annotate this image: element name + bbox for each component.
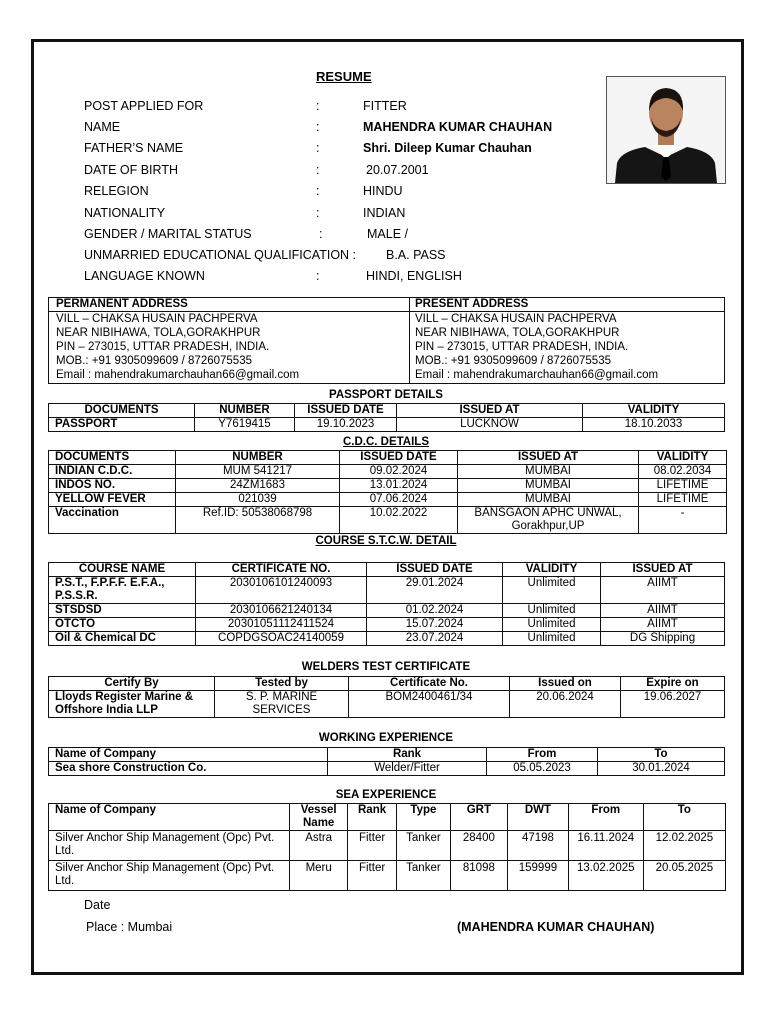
cdc-cell: - <box>639 507 727 534</box>
stcw-header-row <box>49 563 725 577</box>
cdc-cell: INDOS NO. <box>49 479 176 493</box>
cdc-cell: LIFETIME <box>639 479 727 493</box>
stcw-cell: Unlimited <box>503 577 601 604</box>
cdc-cell: LIFETIME <box>639 493 727 507</box>
personal-colon: : <box>316 206 320 220</box>
present-address-line: VILL – CHAKSA HUSAIN PACHPERVA <box>415 313 617 325</box>
cdc-header-cell: NUMBER <box>176 451 340 465</box>
sea-cell: Silver Anchor Ship Management (Opc) Pvt. Ltd. <box>49 861 290 891</box>
sea-cell: Tanker <box>397 861 450 891</box>
cdc-cell: Ref.ID: 50538068798 <box>176 507 340 534</box>
cdc-header-cell: ISSUED AT <box>458 451 639 465</box>
stcw-cell: 15.07.2024 <box>367 618 503 632</box>
work-cell: 05.05.2023 <box>487 762 598 776</box>
personal-label: POST APPLIED FOR <box>84 99 204 113</box>
passport-cell: PASSPORT <box>49 418 195 432</box>
stcw-row <box>49 604 725 618</box>
welders-cell: 20.06.2024 <box>510 691 621 718</box>
stcw-cell: 29.01.2024 <box>367 577 503 604</box>
personal-label: FATHER’S NAME <box>84 141 184 155</box>
personal-value: B.A. PASS <box>386 248 446 262</box>
sea-header-row <box>49 804 726 831</box>
personal-value: HINDI, ENGLISH <box>366 269 462 283</box>
passport-header-cell: ISSUED AT <box>397 404 583 418</box>
stcw-header-cell: CERTIFICATE NO. <box>196 563 367 577</box>
cdc-cell: 07.06.2024 <box>340 493 458 507</box>
stcw-cell: P.S.T., F.P.F.F. E.F.A., P.S.S.R. <box>49 577 196 604</box>
welders-header-cell: Certify By <box>49 677 215 691</box>
stcw-row <box>49 632 725 646</box>
work-cell: Welder/Fitter <box>328 762 487 776</box>
work-title: WORKING EXPERIENCE <box>318 732 454 744</box>
work-header-cell: Name of Company <box>49 748 328 762</box>
stcw-cell: Unlimited <box>503 618 601 632</box>
personal-value: FITTER <box>363 99 407 113</box>
present-address-heading: PRESENT ADDRESS <box>410 298 725 312</box>
cdc-row <box>49 465 727 479</box>
passport-cell: LUCKNOW <box>397 418 583 432</box>
stcw-cell: AIIMT <box>601 604 725 618</box>
passport-header-row <box>49 404 725 418</box>
personal-value: Shri. Dileep Kumar Chauhan <box>363 141 532 155</box>
permanent-address-line: Email : mahendrakumarchauhan66@gmail.com <box>56 369 300 381</box>
work-header-row <box>49 748 725 762</box>
stcw-cell: COPDGSOAC24140059 <box>196 632 367 646</box>
passport-cell: 18.10.2033 <box>583 418 725 432</box>
passport-cell: Y7619415 <box>195 418 295 432</box>
welders-table <box>48 676 725 718</box>
welders-cell: BOM2400461/34 <box>349 691 510 718</box>
sea-cell: 81098 <box>450 861 508 891</box>
cdc-cell: 10.02.2022 <box>340 507 458 534</box>
sea-cell: Tanker <box>397 831 450 861</box>
work-cell: 30.01.2024 <box>598 762 725 776</box>
sea-cell: Fitter <box>347 861 396 891</box>
passport-title: PASSPORT DETAILS <box>329 389 443 401</box>
personal-colon: : <box>319 227 323 241</box>
cdc-cell: MUMBAI <box>458 479 639 493</box>
personal-colon: : <box>316 99 320 113</box>
stcw-cell: DG Shipping <box>601 632 725 646</box>
sea-cell: 28400 <box>450 831 508 861</box>
personal-label: GENDER / MARITAL STATUS <box>84 227 252 241</box>
sea-row <box>49 831 726 861</box>
cdc-row <box>49 479 727 493</box>
personal-label: UNMARRIED EDUCATIONAL QUALIFICATION : <box>84 248 357 262</box>
stcw-cell: 01.02.2024 <box>367 604 503 618</box>
present-address-line: Email : mahendrakumarchauhan66@gmail.com <box>415 369 659 381</box>
personal-label: DATE OF BIRTH <box>84 163 178 177</box>
welders-cell: S. P. MARINE SERVICES <box>215 691 349 718</box>
personal-value: HINDU <box>363 184 403 198</box>
stcw-cell: 2030106101240093 <box>196 577 367 604</box>
personal-label: LANGUAGE KNOWN <box>84 269 205 283</box>
cdc-header-cell: DOCUMENTS <box>49 451 176 465</box>
passport-header-cell: NUMBER <box>195 404 295 418</box>
personal-label: NATIONALITY <box>84 206 166 220</box>
permanent-address-line: NEAR NIBIHAWA, TOLA,GORAKHPUR <box>56 327 261 339</box>
present-address-line: MOB.: +91 9305099609 / 8726075535 <box>415 355 611 367</box>
welders-header-cell: Issued on <box>510 677 621 691</box>
personal-value: MALE / <box>367 227 408 241</box>
date-label: Date <box>84 898 111 912</box>
passport-table <box>48 403 725 432</box>
welders-cell: 19.06.2027 <box>621 691 725 718</box>
sea-cell: 47198 <box>508 831 569 861</box>
stcw-header-cell: COURSE NAME <box>49 563 196 577</box>
cdc-row <box>49 493 727 507</box>
work-cell: Sea shore Construction Co. <box>49 762 328 776</box>
stcw-title: COURSE S.T.C.W. DETAIL <box>315 535 457 547</box>
stcw-header-cell: ISSUED DATE <box>367 563 503 577</box>
cdc-header-row <box>49 451 727 465</box>
personal-value: MAHENDRA KUMAR CHAUHAN <box>363 120 553 134</box>
present-address-line: NEAR NIBIHAWA, TOLA,GORAKHPUR <box>415 327 620 339</box>
stcw-cell: AIIMT <box>601 577 725 604</box>
sea-cell: Astra <box>290 831 348 861</box>
sea-cell: 159999 <box>508 861 569 891</box>
profile-photo <box>606 76 726 184</box>
stcw-cell: STSDSD <box>49 604 196 618</box>
personal-colon: : <box>316 120 320 134</box>
stcw-table <box>48 562 725 646</box>
work-table <box>48 747 725 776</box>
cdc-cell: 13.01.2024 <box>340 479 458 493</box>
sea-row <box>49 861 726 891</box>
sea-cell: 13.02.2025 <box>568 861 643 891</box>
passport-row <box>49 418 725 432</box>
welders-header-cell: Expire on <box>621 677 725 691</box>
cdc-title: C.D.C. DETAILS <box>342 436 430 448</box>
sea-header-cell: Rank <box>347 804 396 831</box>
sea-header-cell: Vessel Name <box>290 804 348 831</box>
stcw-cell: Unlimited <box>503 604 601 618</box>
work-row <box>49 762 725 776</box>
welders-title: WELDERS TEST CERTIFICATE <box>301 661 471 673</box>
passport-cell: 19.10.2023 <box>295 418 397 432</box>
passport-header-cell: ISSUED DATE <box>295 404 397 418</box>
cdc-cell: BANSGAON APHC UNWAL, Gorakhpur,UP <box>458 507 639 534</box>
page-title: RESUME <box>316 69 372 84</box>
passport-header-cell: VALIDITY <box>583 404 725 418</box>
sea-cell: Fitter <box>347 831 396 861</box>
cdc-cell: MUMBAI <box>458 465 639 479</box>
personal-colon: : <box>316 184 320 198</box>
address-row <box>49 312 725 384</box>
cdc-cell: Vaccination <box>49 507 176 534</box>
sea-cell: Meru <box>290 861 348 891</box>
address-header-row <box>49 298 725 312</box>
signature-name: (MAHENDRA KUMAR CHAUHAN) <box>457 920 655 934</box>
welders-header-cell: Tested by <box>215 677 349 691</box>
personal-label: RELEGION <box>84 184 149 198</box>
welders-cell: Lloyds Register Marine & Offshore India LLP <box>49 691 215 718</box>
personal-colon: : <box>316 269 320 283</box>
permanent-address-heading: PERMANENT ADDRESS <box>49 298 410 312</box>
work-header-cell: To <box>598 748 725 762</box>
sea-header-cell: To <box>643 804 725 831</box>
welders-row <box>49 691 725 718</box>
personal-label: NAME <box>84 120 121 134</box>
personal-colon: : <box>316 141 320 155</box>
personal-value: INDIAN <box>363 206 406 220</box>
cdc-cell: 09.02.2024 <box>340 465 458 479</box>
stcw-cell: 2030106621240134 <box>196 604 367 618</box>
cdc-cell: INDIAN C.D.C. <box>49 465 176 479</box>
sea-cell: 20.05.2025 <box>643 861 725 891</box>
present-address-line: PIN – 273015, UTTAR PRADESH, INDIA. <box>415 341 629 353</box>
personal-value: 20.07.2001 <box>366 163 429 177</box>
sea-table <box>48 803 726 891</box>
cdc-header-cell: ISSUED DATE <box>340 451 458 465</box>
stcw-row <box>49 577 725 604</box>
cdc-cell: 24ZM1683 <box>176 479 340 493</box>
sea-cell: 16.11.2024 <box>568 831 643 861</box>
cdc-table <box>48 450 727 534</box>
cdc-cell: 08.02.2034 <box>639 465 727 479</box>
stcw-cell: OTCTO <box>49 618 196 632</box>
sea-header-cell: From <box>568 804 643 831</box>
stcw-cell: Oil & Chemical DC <box>49 632 196 646</box>
passport-header-cell: DOCUMENTS <box>49 404 195 418</box>
cdc-cell: MUM 541217 <box>176 465 340 479</box>
sea-header-cell: GRT <box>450 804 508 831</box>
cdc-cell: 021039 <box>176 493 340 507</box>
sea-cell: Silver Anchor Ship Management (Opc) Pvt. Ltd. <box>49 831 290 861</box>
personal-colon: : <box>316 163 320 177</box>
work-header-cell: Rank <box>328 748 487 762</box>
stcw-cell: 20301051112411524 <box>196 618 367 632</box>
work-header-cell: From <box>487 748 598 762</box>
permanent-address-line: PIN – 273015, UTTAR PRADESH, INDIA. <box>56 341 270 353</box>
stcw-row <box>49 618 725 632</box>
welders-header-row <box>49 677 725 691</box>
stcw-cell: Unlimited <box>503 632 601 646</box>
cdc-cell: YELLOW FEVER <box>49 493 176 507</box>
permanent-address-line: MOB.: +91 9305099609 / 8726075535 <box>56 355 252 367</box>
sea-header-cell: Type <box>397 804 450 831</box>
stcw-cell: AIIMT <box>601 618 725 632</box>
sea-header-cell: DWT <box>508 804 569 831</box>
stcw-cell: 23.07.2024 <box>367 632 503 646</box>
cdc-cell: MUMBAI <box>458 493 639 507</box>
welders-header-cell: Certificate No. <box>349 677 510 691</box>
address-table <box>48 297 725 384</box>
cdc-header-cell: VALIDITY <box>639 451 727 465</box>
sea-cell: 12.02.2025 <box>643 831 725 861</box>
place-label: Place : Mumbai <box>86 920 173 934</box>
permanent-address-line: VILL – CHAKSA HUSAIN PACHPERVA <box>56 313 258 325</box>
stcw-header-cell: ISSUED AT <box>601 563 725 577</box>
cdc-row <box>49 507 727 534</box>
sea-title: SEA EXPERIENCE <box>335 789 437 801</box>
stcw-header-cell: VALIDITY <box>503 563 601 577</box>
sea-header-cell: Name of Company <box>49 804 290 831</box>
